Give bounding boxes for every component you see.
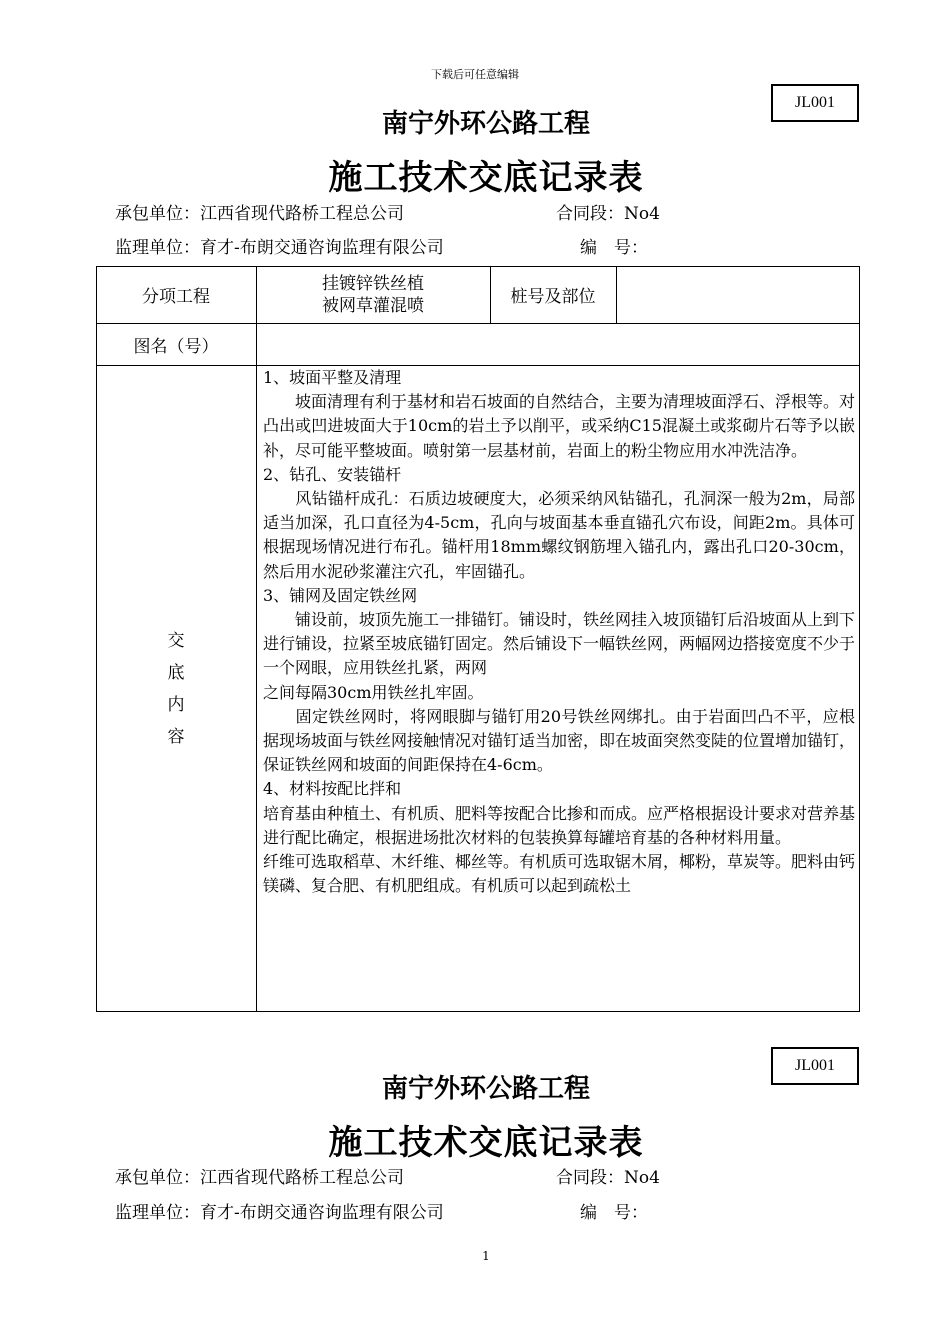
content-paragraph: 3、铺网及固定铁丝网 xyxy=(263,585,418,605)
content-label xyxy=(96,625,256,753)
sub-item-value xyxy=(256,266,490,323)
contract-section-label: 合同段：No4 xyxy=(556,204,660,224)
content-paragraph: 4、材料按配比拌和 xyxy=(263,779,402,799)
content-label-char: 内 xyxy=(167,695,185,715)
content-paragraph: 纤维可选取稻草、木纤维、椰丝等。有机质可选取锯木屑，椰粉，草炭等。肥料由钙镁磷、复合肥、有机肥组成。有机质可以起到疏松土 xyxy=(263,852,855,896)
sub-item-value-line: 被网草灌混喷 xyxy=(322,295,424,316)
form-title: 施工技术交底记录表 xyxy=(328,158,644,198)
drawing-value xyxy=(256,323,859,365)
briefing-content xyxy=(263,366,855,1010)
content-paragraph: 固定铁丝网时，将网眼脚与锚钉用20号铁丝网绑扎。由于岩面凹凸不平，应根据现场坡面与铁丝网接触情况对锚钉适当加密，即在坡面突然变陡的位置增加锚钉，保证铁丝网和坡面的间距保持在4-6cm。 xyxy=(263,706,855,775)
table-col-divider xyxy=(256,266,257,1012)
contractor-label: 承包单位：江西省现代路桥工程总公司 xyxy=(115,204,404,224)
content-label-char: 底 xyxy=(167,663,185,683)
supervisor-label: 监理单位：育才-布朗交通咨询监理有限公司 xyxy=(115,238,444,258)
content-paragraph: 2、钻孔、安装锚杆 xyxy=(263,464,402,484)
content-paragraph: 培育基由种植土、有机质、肥料等按配合比掺和而成。应严格根据设计要求对营养基进行配比确定，根据进场批次材料的包装换算每罐培育基的各种材料用量。 xyxy=(263,803,855,847)
drawing-label: 图名（号） xyxy=(133,336,219,357)
number-label: 编 号： xyxy=(580,238,648,258)
project-title: 南宁外环公路工程 xyxy=(381,1074,590,1104)
content-label-char: 交 xyxy=(167,631,185,651)
header-note: 下载后可任意编辑 xyxy=(431,68,519,81)
number-label: 编 号： xyxy=(580,1203,648,1223)
content-paragraph: 铺设前，坡顶先施工一排锚钉。铺设时，铁丝网挂入坡顶锚钉后沿坡面从上到下进行铺设，拉紧至坡底锚钉固定。然后铺设下一幅铁丝网，两幅网边搭接宽度不少于一个网眼，应用铁丝扎紧，两网 xyxy=(263,610,855,678)
table-border-bottom xyxy=(96,1011,860,1012)
station-label: 桩号及部位 xyxy=(510,287,596,307)
content-paragraph: 坡面清理有利于基材和岩石坡面的自然结合，主要为清理坡面浮石、浮根等。对凸出或凹进坡面大于10cm的岩土予以削平，或采纳C15混凝土或浆砌片石等予以嵌补，尽可能平整坡面。喷射第一层基材前，岩面上的粉尘物应用水冲洗洁净。 xyxy=(263,392,855,460)
content-paragraph: 之间每隔30cm用铁丝扎牢固。 xyxy=(263,682,484,702)
sub-item-label: 分项工程 xyxy=(142,287,210,307)
supervisor-label: 监理单位：育才-布朗交通咨询监理有限公司 xyxy=(115,1203,444,1223)
content-label-char: 容 xyxy=(167,727,185,747)
record-code-box: JL001 xyxy=(771,1047,859,1085)
contractor-label: 承包单位：江西省现代路桥工程总公司 xyxy=(115,1168,404,1188)
table-border-right xyxy=(859,266,860,1012)
page-number: 1 xyxy=(482,1249,490,1263)
sub-item-value-line: 挂镀锌铁丝植 xyxy=(322,273,424,294)
record-code-box: JL001 xyxy=(771,84,859,122)
contract-section-label: 合同段：No4 xyxy=(556,1168,660,1188)
form-title: 施工技术交底记录表 xyxy=(328,1123,644,1163)
content-paragraph: 风钻锚杆成孔：石质边坡硬度大，必须采纳风钻锚孔，孔洞深一般为2m，局部适当加深，孔口直径为4-5cm，孔向与坡面基本垂直锚孔穴布设，间距2m。具体可根据现场情况进行布孔。锚杆用18mm螺纹钢筋埋入锚孔内，露出孔口20-30cm，然后用水泥砂浆灌注穴孔，牢固锚孔。 xyxy=(263,489,855,581)
content-paragraph: 1、坡面平整及清理 xyxy=(263,368,402,387)
project-title: 南宁外环公路工程 xyxy=(381,109,590,139)
station-value xyxy=(616,266,859,323)
